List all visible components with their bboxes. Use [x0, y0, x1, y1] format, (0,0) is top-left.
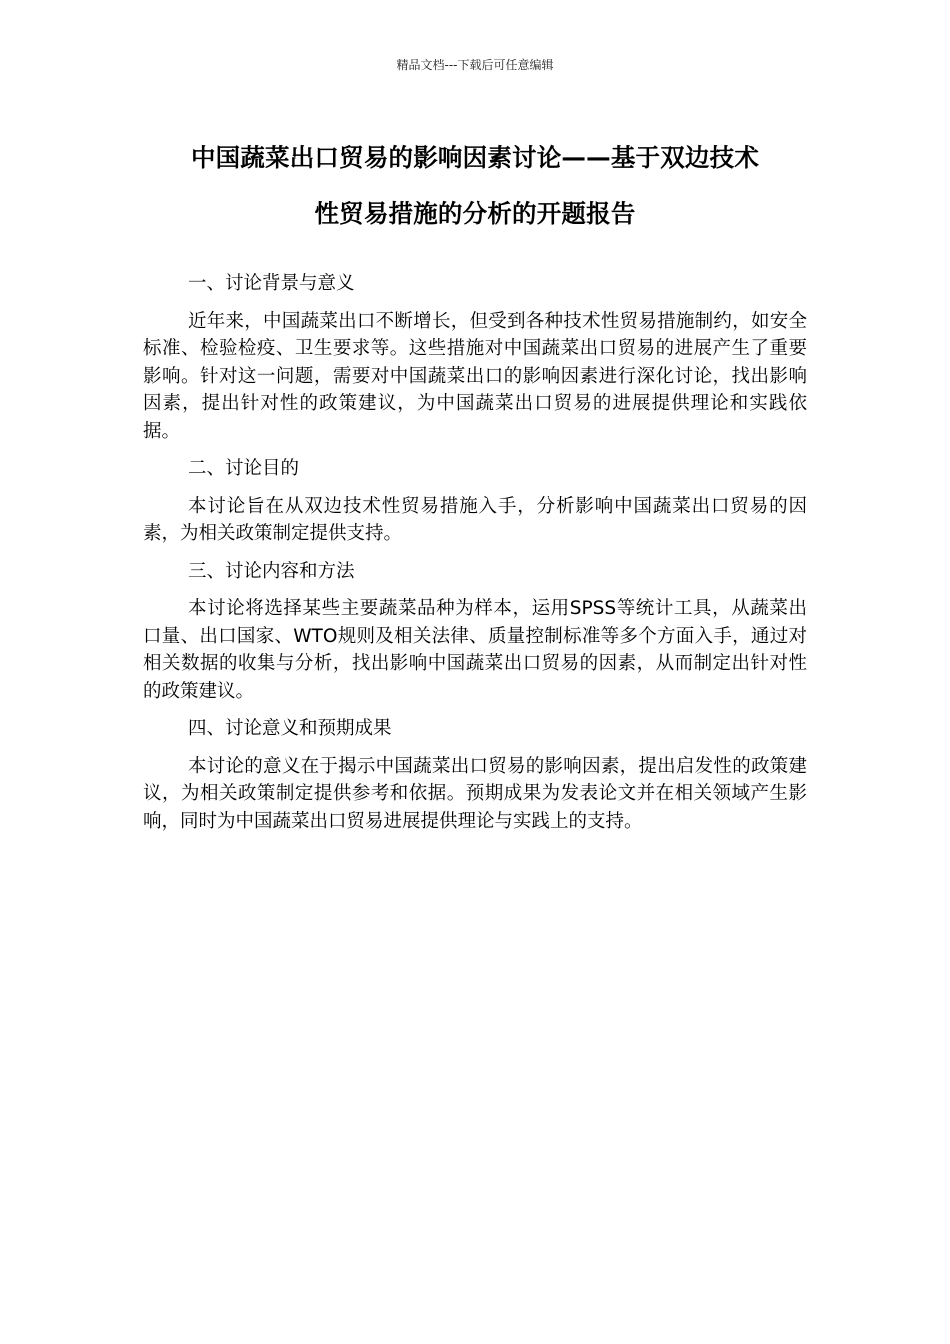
title-line-2: 性贸易措施的分析的开题报告	[314, 199, 636, 228]
document-body	[143, 270, 807, 845]
section-body-background: 近年来，中国蔬菜出口不断增长，但受到各种技术性贸易措施制约，如安全标准、检验检疫、卫生要求等。这些措施对中国蔬菜出口贸易的进展产生了重要影响。针对这一问题，需要对中国蔬菜出口的影响因素进行深化讨论，找出影响因素，提出针对性的政策建议，为中国蔬菜出口贸易的进展提供理论和实践依据。	[143, 310, 807, 442]
document-title	[140, 130, 810, 242]
section-body-significance: 本讨论的意义在于揭示中国蔬菜出口贸易的影响因素，提出启发性的政策建议，为相关政策制定提供参考和依据。预期成果为发表论文并在相关领域产生影响，同时为中国蔬菜出口贸易进展提供理论与实践上的支持。	[143, 755, 807, 832]
section-heading-purpose: 二、讨论目的	[188, 458, 300, 479]
title-line-1: 中国蔬菜出口贸易的影响因素讨论——基于双边技术	[190, 143, 760, 172]
section-body-methods: 本讨论将选择某些主要蔬菜品种为样本，运用SPSS等统计工具，从蔬菜出口量、出口国家、WTO规则及相关法律、质量控制标准等多个方面入手，通过对相关数据的收集与分析，找出影响中国蔬菜出口贸易的因素，从而制定出针对性的政策建议。	[143, 598, 807, 702]
section-body-purpose: 本讨论旨在从双边技术性贸易措施入手，分析影响中国蔬菜出口贸易的因素，为相关政策制定提供支持。	[143, 495, 807, 544]
section-heading-background: 一、讨论背景与意义	[188, 273, 355, 294]
section-heading-significance: 四、讨论意义和预期成果	[188, 718, 392, 739]
header-note: 精品文档---下载后可任意编辑	[396, 58, 554, 72]
section-heading-methods: 三、讨论内容和方法	[188, 560, 355, 582]
